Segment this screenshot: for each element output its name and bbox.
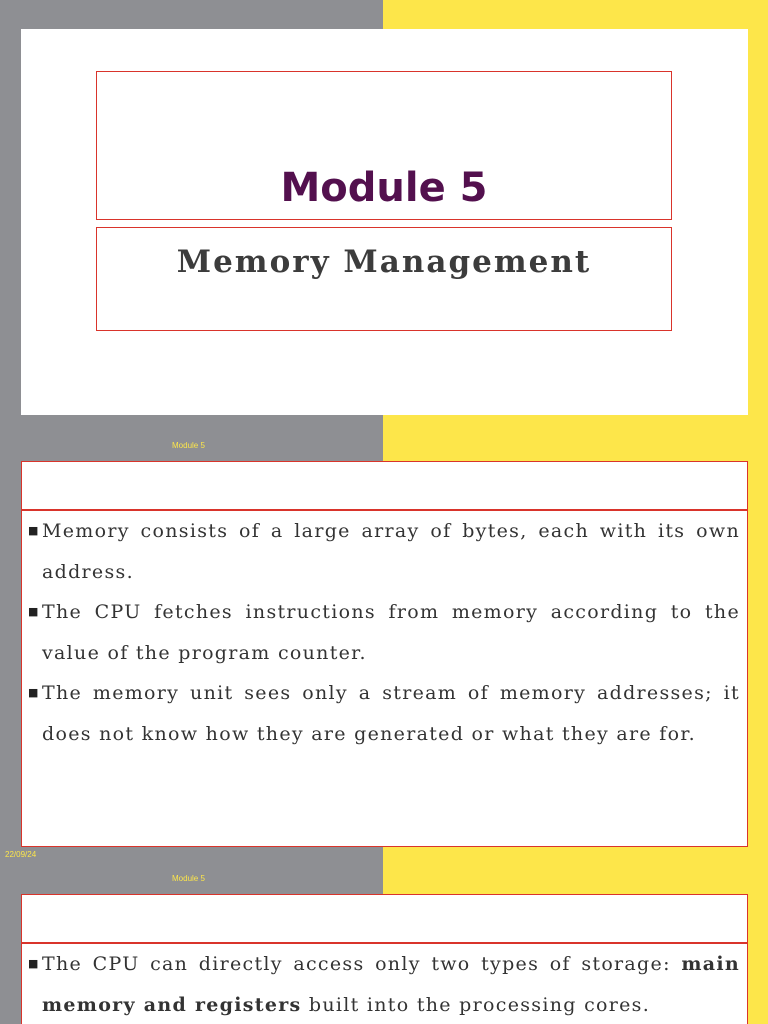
list-item: ■ The CPU can directly access only two types of storage: main memory and registers built into the processing cores.	[42, 944, 740, 1024]
slide-header-label: Module 5	[172, 441, 205, 450]
slide-body-box	[21, 510, 748, 847]
list-item: ■ The CPU fetches instructions from memory according to the value of the program counter.	[42, 592, 740, 673]
list-item: ■ Memory consists of a large array of bytes, each with its own address.	[42, 511, 740, 592]
bullet-list	[28, 511, 740, 754]
subtitle-box	[96, 227, 672, 331]
slide-subtitle-text: Memory Management	[176, 244, 592, 280]
slide-header-label: Module 5	[172, 874, 205, 883]
slide-heading-box	[21, 894, 748, 943]
title-box	[96, 71, 672, 220]
slide-date: 22/09/24	[5, 850, 37, 859]
slide-memory-basics	[0, 432, 768, 865]
slide-title-text: Module 5	[280, 165, 488, 211]
square-bullet-icon: ■	[28, 605, 40, 618]
square-bullet-icon: ■	[28, 957, 40, 970]
square-bullet-icon: ■	[28, 524, 40, 537]
slide-body-box	[21, 943, 748, 1024]
bullet-list	[28, 944, 740, 1024]
slide-cpu-storage	[0, 865, 768, 1024]
slide-heading-box	[21, 461, 748, 510]
square-bullet-icon: ■	[28, 686, 40, 699]
slide-title	[0, 0, 768, 432]
list-item: ■ The memory unit sees only a stream of memory addresses; it does not know how they are generated or what they are for.	[42, 673, 740, 754]
